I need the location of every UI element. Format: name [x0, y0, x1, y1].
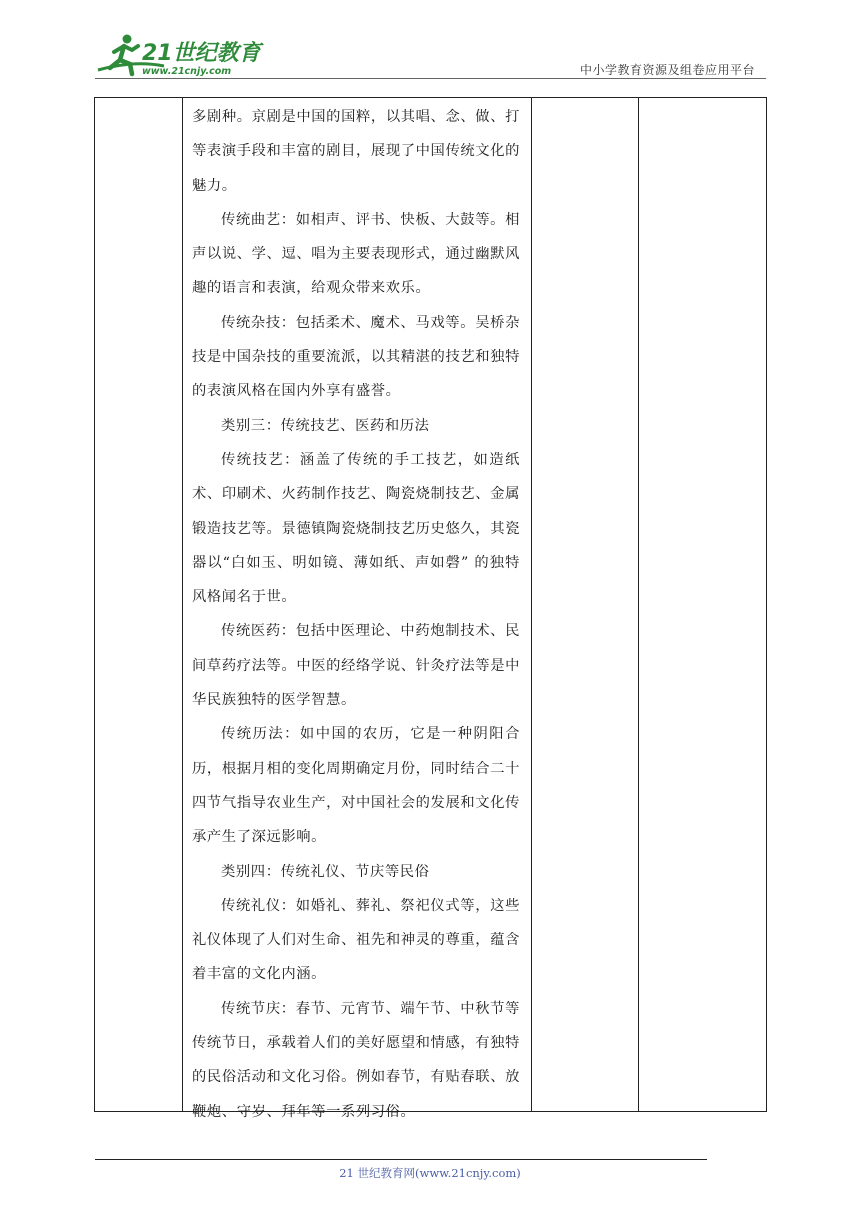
paragraph-quyi: 传统曲艺：如相声、评书、快板、大鼓等。相声以说、学、逗、唱为主要表现形式，通过幽默风趣的语言和表演，给观众带来欢乐。: [192, 211, 520, 297]
platform-name: 中小学教育资源及组卷应用平台: [579, 63, 755, 77]
lesson-table: [94, 97, 767, 1120]
paragraph-festivals: 传统节庆：春节、元宵节、端午节、中秋节等传统节日，承载着人们的美好愿望和情感，有独特的民俗活动和文化习俗。例如春节，有贴春联、放鞭炮、守岁、拜年等一系列习俗。: [192, 1000, 520, 1120]
column-divider-1: [182, 98, 183, 1111]
paragraph-medicine: 传统医药：包括中医理论、中药炮制技术、民间草药疗法等。中医的经络学说、针灸疗法等是中华民族独特的医学智慧。: [192, 623, 520, 709]
paragraph-calendar: 传统历法：如中国的农历，它是一种阴阳合历，根据月相的变化周期确定月份，同时结合二十四节气指导农业生产，对中国社会的发展和文化传承产生了深远影响。: [192, 726, 520, 846]
paragraph-acrobatics: 传统杂技：包括柔术、魔术、马戏等。吴桥杂技是中国杂技的重要流派，以其精湛的技艺和独特的表演风格在国内外享有盛誉。: [192, 314, 520, 400]
column-divider-3: [638, 98, 639, 1111]
logo-title: 21世纪教育: [142, 41, 261, 66]
footer-divider: [95, 1159, 707, 1160]
paragraph-etiquette: 传统礼仪：如婚礼、葬礼、祭祀仪式等，这些礼仪体现了人们对生命、祖先和神灵的尊重，蕴含着丰富的文化内涵。: [192, 897, 520, 983]
column-divider-2: [531, 98, 532, 1111]
footer-link[interactable]: 21 世纪教育网(www.21cnjy.com): [339, 1166, 521, 1180]
paragraph-opera-continued: 多剧种。京剧是中国的国粹，以其唱、念、做、打等表演手段和丰富的剧目，展现了中国传统文化的魅力。: [192, 109, 520, 194]
site-logo: [94, 30, 264, 80]
heading-category-four: 类别四：传统礼仪、节庆等民俗: [221, 863, 430, 880]
header-divider: [95, 78, 766, 79]
page-header: [0, 0, 860, 90]
heading-category-three: 类别三：传统技艺、医药和历法: [221, 417, 430, 434]
paragraph-crafts: 传统技艺：涵盖了传统的手工技艺，如造纸术、印刷术、火药制作技艺、陶瓷烧制技艺、金属锻造技艺等。景德镇陶瓷烧制技艺历史悠久，其瓷器以“白如玉、明如镜、薄如纸、声如磬” 的独特风格闻名于世。: [192, 451, 520, 606]
logo-url: www.21cnjy.com: [142, 66, 232, 77]
content-cell: [184, 100, 527, 1129]
